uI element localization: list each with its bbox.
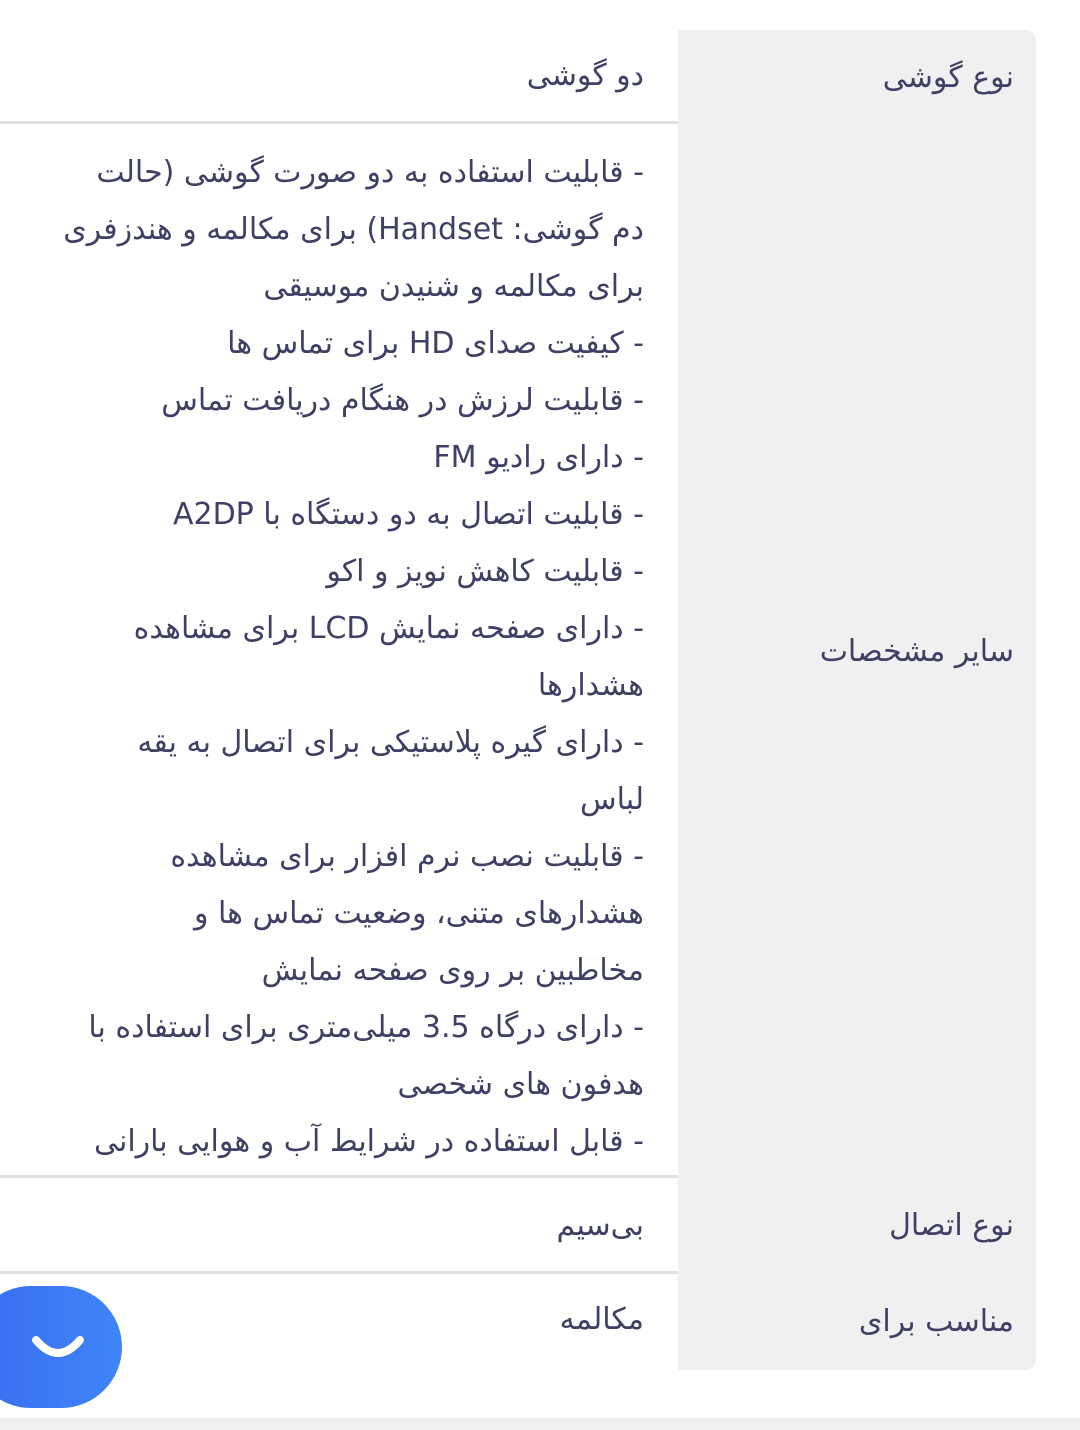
feature-line: - قابلیت کاهش نویز و اکو — [326, 554, 644, 589]
spec-value-phone-type: دو گوشی — [0, 30, 678, 124]
smile-chat-icon — [30, 1332, 86, 1362]
bottom-divider — [0, 1418, 1080, 1430]
chat-support-button[interactable] — [0, 1286, 122, 1408]
feature-line: هدفون های شخصی — [397, 1067, 644, 1102]
feature-line: - قابلیت اتصال به دو دستگاه با A2DP — [172, 497, 644, 532]
spec-value-other-features — [0, 124, 678, 1178]
spec-value-connection-type: بی‌سیم — [0, 1178, 678, 1274]
feature-line: - قابلیت نصب نرم افزار برای مشاهده — [170, 839, 644, 874]
spec-table — [0, 30, 1036, 1370]
spec-key-phone-type: نوع گوشی — [678, 30, 1036, 124]
feature-line: هشدارها — [537, 668, 644, 703]
feature-line: برای مکالمه و شنیدن موسیقی — [263, 269, 644, 304]
spec-row-phone-type — [0, 30, 1036, 124]
spec-value-suitable-for: مکالمه — [559, 1302, 644, 1337]
feature-line: هشدارهای متنی، وضعیت تماس ها و — [194, 896, 644, 931]
feature-line: - کیفیت صدای HD برای تماس ها — [227, 326, 644, 361]
spec-row-other-features — [0, 124, 1036, 1178]
feature-line: - قابلیت استفاده به دو صورت گوشی (حالت — [96, 155, 644, 190]
feature-line: لباس — [580, 782, 644, 817]
feature-line: - دارای صفحه نمایش LCD برای مشاهده — [133, 611, 644, 646]
spec-key-suitable-for: مناسب برای — [678, 1274, 1036, 1370]
feature-line: مخاطبین بر روی صفحه نمایش — [261, 953, 644, 988]
feature-line: - قابلیت لرزش در هنگام دریافت تماس — [161, 383, 644, 418]
feature-line: - دارای درگاه 3.5 میلی‌متری برای استفاده با — [88, 1010, 644, 1045]
feature-line: - دارای رادیو FM — [433, 440, 644, 475]
feature-line: دم گوشی: Handset) برای مکالمه و هندزفری — [63, 212, 644, 247]
spec-key-other-features: سایر مشخصات — [678, 124, 1036, 1178]
feature-line: - دارای گیره پلاستیکی برای اتصال به یقه — [137, 725, 644, 760]
feature-line: - قابل استفاده در شرایط آب و هوایی بارانی — [93, 1124, 644, 1159]
spec-row-connection-type — [0, 1178, 1036, 1274]
spec-row-suitable-for — [0, 1274, 1036, 1370]
spec-key-connection-type: نوع اتصال — [678, 1178, 1036, 1274]
